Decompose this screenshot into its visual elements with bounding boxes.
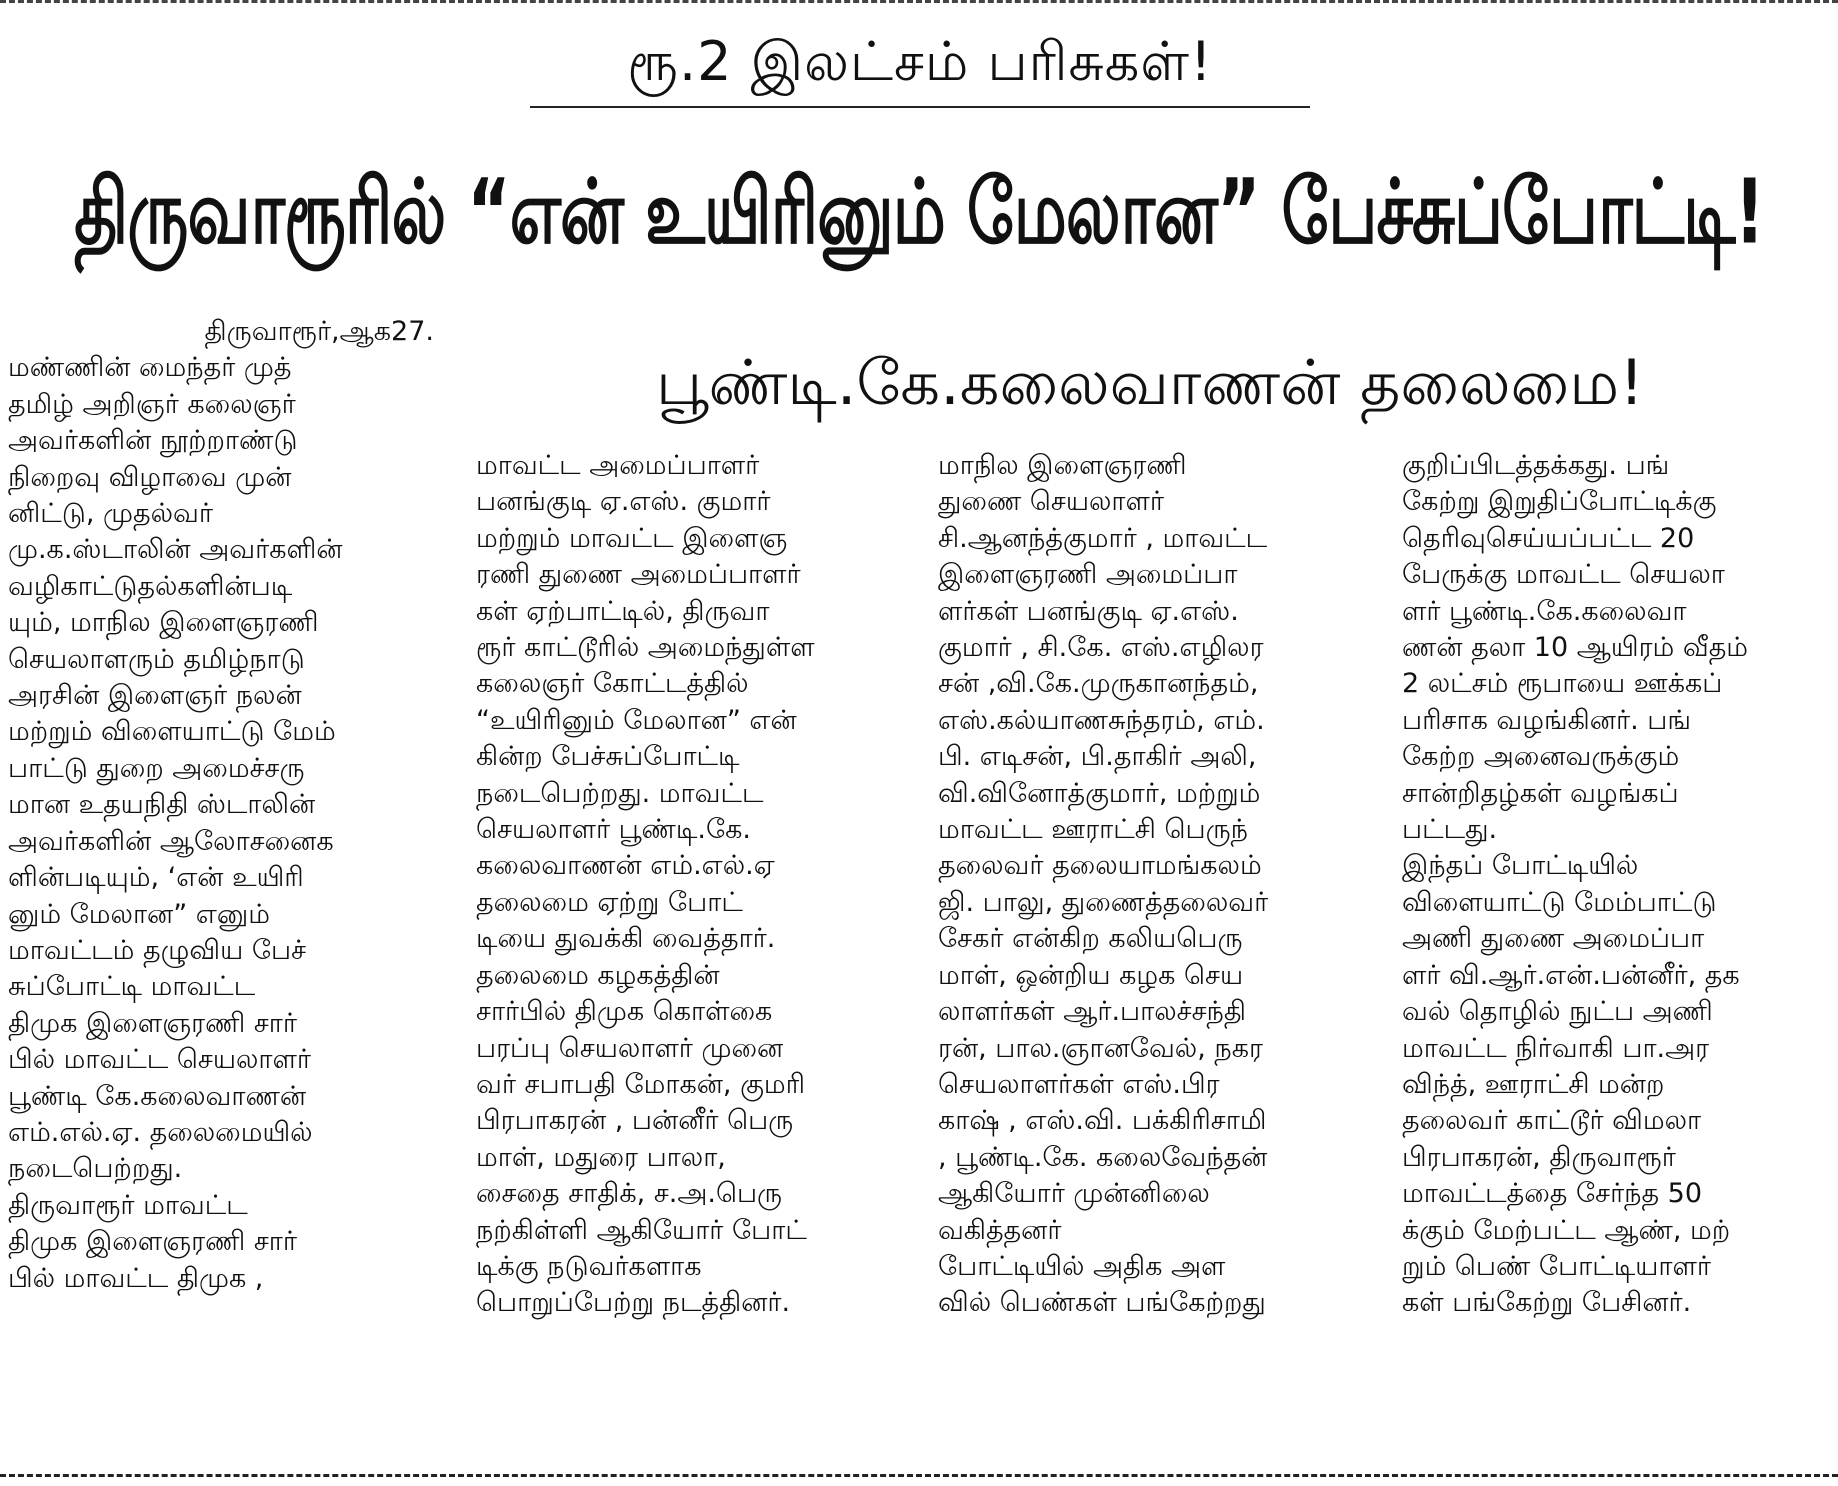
kicker-underline bbox=[530, 106, 1310, 108]
article-column-2 bbox=[476, 448, 908, 1322]
column-4-text: குறிப்பிடத்தக்கது. பங் கேற்று இறுதிப்போட்டிக்கு தெரிவுசெய்யப்பட்ட 20 பேருக்கு மாவட்ட செயலா ளர் பூண்டி.கே.கலைவா ணன் தலா 10 ஆயிரம் வீதம் 2 லட்சம் ரூபாயை ஊக்கப் பரிசாக வழங்கினர். பங் கேற்ற அனைவருக்கும் சான்றிதழ்கள் வழங்கப் பட்டது. இந்தப் போட்டியில் விளையாட்டு மேம்பாட்டு அணி துணை அமைப்பா ளர் வி.ஆர்.என்.பன்னீர், தக வல் தொழில் நுட்ப அணி மாவட்ட நிர்வாகி பா.அர விந்த், ஊராட்சி மன்ற தலைவர் காட்டூர் விமலா பிரபாகரன், திருவாரூர் மாவட்டத்தை சேர்ந்த 50 க்கும் மேற்பட்ட ஆண், மற் றும் பெண் போட்டியாளர் கள் பங்கேற்று பேசினர். bbox=[1402, 450, 1749, 1319]
article-column-4 bbox=[1402, 448, 1834, 1322]
kicker-title: ரூ.2 இலட்சம் பரிசுகள்! bbox=[627, 30, 1213, 93]
column-2-text: மாவட்ட அமைப்பாளர் பனங்குடி ஏ.எஸ். குமார் மற்றும் மாவட்ட இளைஞ ரணி துணை அமைப்பாளர் கள் ஏற்பாட்டில், திருவா ரூர் காட்டூரில் அமைந்துள்ள கலைஞர் கோட்டத்தில் “உயிரினும் மேலான” என் கின்ற பேச்சுப்போட்டி நடைபெற்றது. மாவட்ட செயலாளர் பூண்டி.கே. கலைவாணன் எம்.எல்.ஏ தலைமை ஏற்று போட் டியை துவக்கி வைத்தார். தலைமை கழகத்தின் சார்பில் திமுக கொள்கை பரப்பு செயலாளர் முனை வர் சபாபதி மோகன், குமரி பிரபாகரன் , பன்னீர் பெரு மாள், மதுரை பாலா, சைதை சாதிக், ச.அ.பெரு நற்கிள்ளி ஆகியோர் போட் டிக்கு நடுவர்களாக பொறுப்பேற்று நடத்தினர். bbox=[476, 450, 815, 1319]
column-3-text: மாநில இளைஞரணி துணை செயலாளர் சி.ஆனந்த்குமார் , மாவட்ட இளைஞரணி அமைப்பா ளர்கள் பனங்குடி ஏ.எஸ். குமார் , சி.கே. எஸ்.எழிலர சன் ,வி.கே.முருகானந்தம், எஸ்.கல்யாணசுந்தரம், எம். பி. எடிசன், பி.தாகிர் அலி, வி.வினோத்குமார், மற்றும் மாவட்ட ஊராட்சி பெருந் தலைவர் தலையாமங்கலம் ஜி. பாலு, துணைத்தலைவர் சேகர் என்கிற கலியபெரு மாள், ஒன்றிய கழக செய லாளர்கள் ஆர்.பாலச்சந்தி ரன், பால.ஞானவேல், நகர செயலாளர்கள் எஸ்.பிர காஷ் , எஸ்.வி. பக்கிரிசாமி , பூண்டி.கே. கலைவேந்தன் ஆகியோர் முன்னிலை வகித்தனர் போட்டியில் அதிக அள வில் பெண்கள் பங்கேற்றது bbox=[938, 450, 1269, 1319]
bottom-divider bbox=[0, 1474, 1838, 1477]
dateline: திருவாரூர்,ஆக27. bbox=[204, 316, 434, 347]
subheadline: பூண்டி.கே.கலைவாணன் தலைமை! bbox=[656, 346, 1644, 419]
article-column-3 bbox=[938, 448, 1372, 1322]
column-1-text: மண்ணின் மைந்தர் முத் தமிழ் அறிஞர் கலைஞர் அவர்களின் நூற்றாண்டு நிறைவு விழாவை முன் னிட்டு, முதல்வர் மு.க.ஸ்டாலின் அவர்களின் வழிகாட்டுதல்களின்படி யும், மாநில இளைஞரணி செயலாளரும் தமிழ்நாடு அரசின் இளைஞர் நலன் மற்றும் விளையாட்டு மேம் பாட்டு துறை அமைச்சரு மான உதயநிதி ஸ்டாலின் அவர்களின் ஆலோசனைக ளின்படியும், ‘என் உயிரி னும் மேலான” எனும் மாவட்டம் தழுவிய பேச் சுப்போட்டி மாவட்ட திமுக இளைஞரணி சார் பில் மாவட்ட செயலாளர் பூண்டி கே.கலைவாணன் எம்.எல்.ஏ. தலைமையில் நடைபெற்றது. திருவாரூர் மாவட்ட திமுக இளைஞரணி சார் பில் மாவட்ட திமுக , bbox=[8, 352, 343, 1294]
article-column-1 bbox=[8, 314, 440, 1297]
headline: திருவாரூரில் “என் உயிரினும் மேலான” பேச்சுப்போட்டி! bbox=[74, 160, 1764, 265]
top-divider bbox=[0, 0, 1838, 3]
